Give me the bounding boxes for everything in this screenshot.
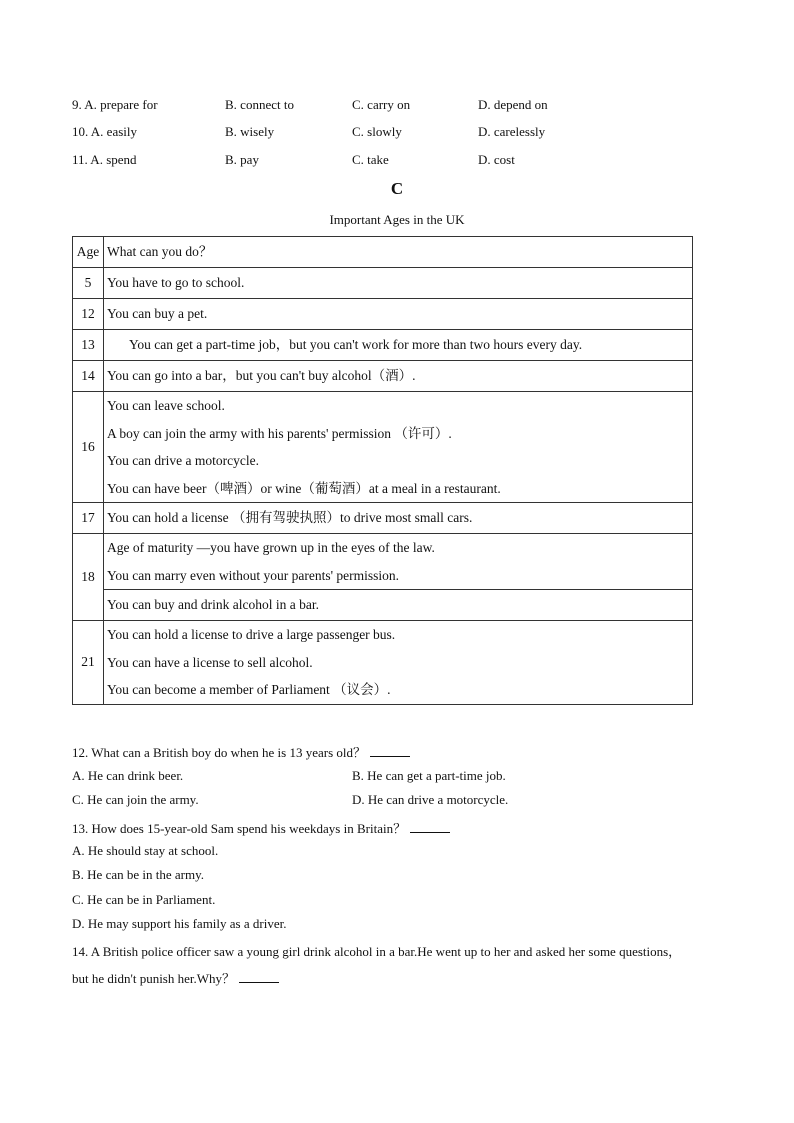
header-age: Age <box>73 237 104 268</box>
option-c: C. carry on <box>352 97 411 112</box>
age-cell: 14 <box>73 361 104 392</box>
question-text: but he didn't punish her.Why？ <box>72 971 236 986</box>
option-c: C. slowly <box>352 124 402 139</box>
question-text: 12. What can a British boy do when he is 13 years old？ <box>72 745 367 760</box>
table-row <box>73 590 693 621</box>
answer-blank[interactable] <box>410 821 450 833</box>
table-title: Important Ages in the UK <box>329 212 465 227</box>
table-header-row <box>73 237 693 268</box>
desc-cell: Age of maturity —you have grown up in the eyes of the law. You can marry even without your parents' permission. <box>104 534 693 590</box>
option-b: B. He can be in the army. <box>72 867 204 882</box>
table-row <box>73 268 693 299</box>
question-12 <box>72 742 410 761</box>
mc-row-9 <box>72 97 632 115</box>
desc-cell: You can hold a license （拥有驾驶执照）to drive most small cars. <box>104 503 693 534</box>
option-a: 9. A. prepare for <box>72 97 158 112</box>
option-b: B. connect to <box>225 97 294 112</box>
option-b: B. He can get a part-time job. <box>352 768 506 783</box>
question-14-line1: 14. A British police officer saw a young girl drink alcohol in a bar.He went up to her and asked her some questions， <box>72 944 682 959</box>
desc-cell: You have to go to school. <box>104 268 693 299</box>
ages-table <box>72 236 693 705</box>
table-row <box>73 361 693 392</box>
option-d: D. carelessly <box>478 124 546 139</box>
table-row <box>73 392 693 503</box>
desc-cell: You can leave school. A boy can join the army with his parents' permission （许可）. You can drive a motorcycle. You can have beer（啤酒）or wine（葡萄酒）at a meal in a restaurant. <box>104 392 693 503</box>
section-heading: C <box>390 179 404 198</box>
option-c: C. He can join the army. <box>72 792 199 807</box>
question-13 <box>72 818 450 837</box>
option-d: D. cost <box>478 152 515 167</box>
table-row <box>73 330 693 361</box>
table-row <box>73 621 693 705</box>
age-cell: 12 <box>73 299 104 330</box>
option-a: 10. A. easily <box>72 124 137 139</box>
age-cell: 17 <box>73 503 104 534</box>
header-desc: What can you do？ <box>104 237 693 268</box>
desc-cell: You can buy a pet. <box>104 299 693 330</box>
option-a: A. He should stay at school. <box>72 843 219 858</box>
option-d: D. He can drive a motorcycle. <box>352 792 509 807</box>
desc-cell: You can hold a license to drive a large passenger bus. You can have a license to sell alcohol. You can become a member of Parliament （议会）. <box>104 621 693 705</box>
age-cell: 18 <box>73 534 104 621</box>
option-d: D. He may support his family as a driver. <box>72 916 287 931</box>
option-a: A. He can drink beer. <box>72 768 184 783</box>
answer-blank[interactable] <box>370 745 410 757</box>
table-row <box>73 299 693 330</box>
option-a: 11. A. spend <box>72 152 137 167</box>
option-d: D. depend on <box>478 97 548 112</box>
answer-blank[interactable] <box>239 971 279 983</box>
option-c: C. He can be in Parliament. <box>72 892 216 907</box>
desc-cell: You can go into a bar，but you can't buy alcohol（酒）. <box>104 361 693 392</box>
age-cell: 16 <box>73 392 104 503</box>
table-row <box>73 534 693 590</box>
question-14-line2 <box>72 968 279 987</box>
option-b: B. pay <box>225 152 259 167</box>
table-row <box>73 503 693 534</box>
mc-row-11 <box>72 152 632 170</box>
option-c: C. take <box>352 152 389 167</box>
mc-row-10 <box>72 124 632 142</box>
age-cell: 13 <box>73 330 104 361</box>
age-cell: 5 <box>73 268 104 299</box>
desc-cell: You can get a part-time job，but you can't work for more than two hours every day. <box>104 330 693 361</box>
option-b: B. wisely <box>225 124 275 139</box>
desc-cell: You can buy and drink alcohol in a bar. <box>104 590 693 621</box>
age-cell: 21 <box>73 621 104 705</box>
question-text: 13. How does 15-year-old Sam spend his weekdays in Britain？ <box>72 821 407 836</box>
